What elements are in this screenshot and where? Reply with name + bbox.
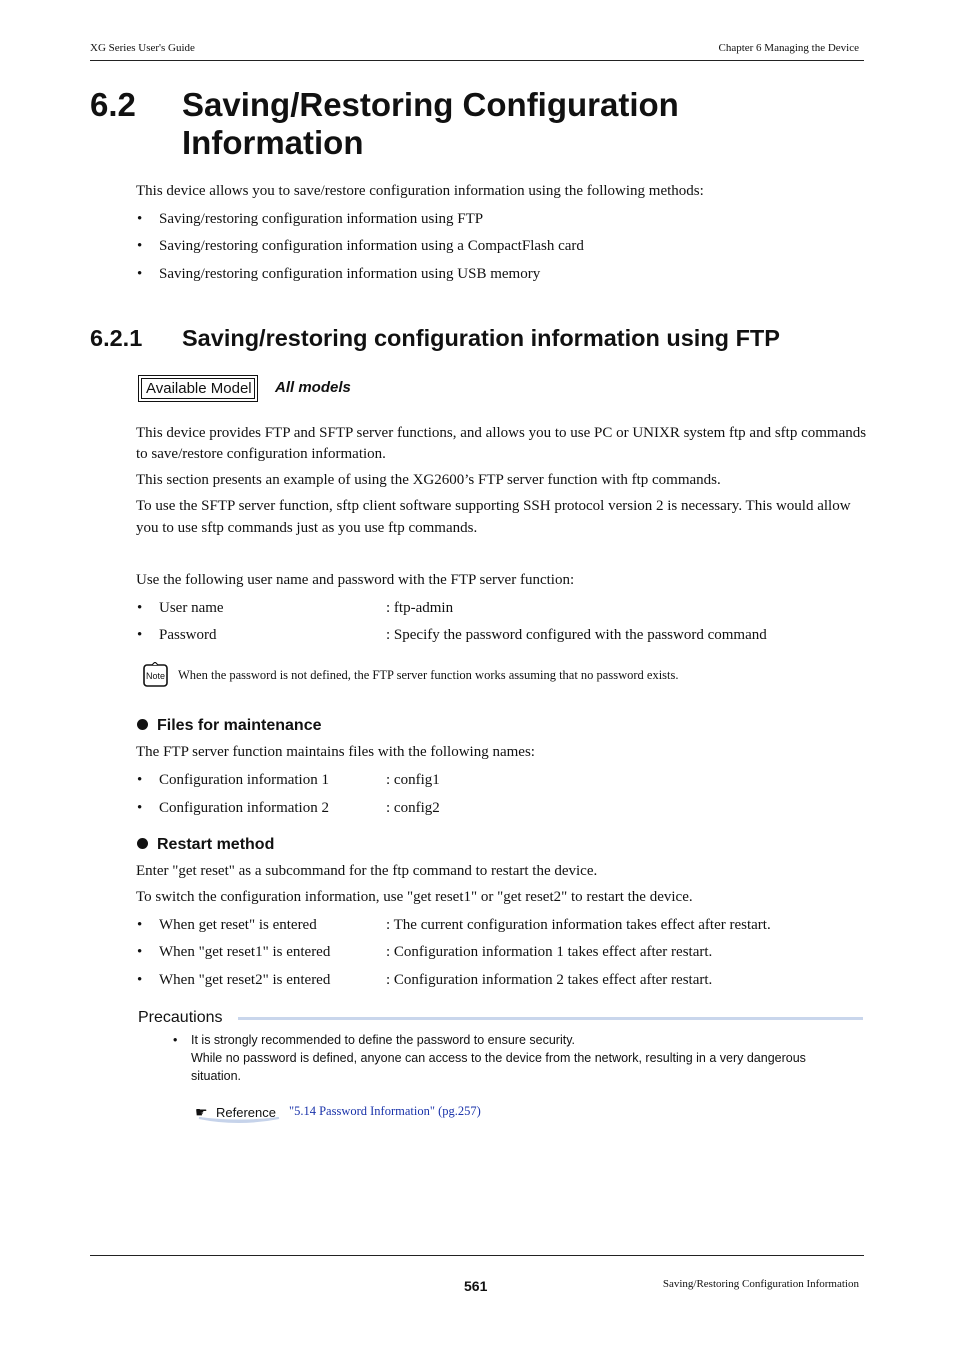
page-number: 561: [464, 1278, 488, 1294]
bullet-mark: •: [137, 238, 143, 254]
precautions-label: Precautions: [138, 1009, 223, 1026]
para4: Use the following user name and password with the FTP server function:: [136, 572, 575, 588]
para3-line1: To use the SFTP server function, sftp client software supporting SSH protocol version 2 is necessary. This would allow: [136, 498, 851, 514]
bullet-dot-icon: [137, 719, 148, 730]
section-title-line1: Saving/Restoring Configuration: [182, 86, 679, 123]
running-header-left: XG Series User's Guide: [90, 42, 195, 54]
restart-label: When "get reset1" is entered: [159, 944, 331, 960]
subsection-title: Saving/restoring configuration information using FTP: [182, 325, 780, 351]
file-value: : config2: [386, 800, 440, 816]
bullet-mark: •: [137, 972, 143, 988]
restart-p2: To switch the configuration information, use "get reset1" or "get reset2" to restart the device.: [136, 889, 693, 905]
credential-value: : Specify the password configured with the password command: [386, 627, 767, 643]
bullet-mark: •: [137, 772, 143, 788]
restart-p1: Enter "get reset" as a subcommand for the ftp command to restart the device.: [136, 863, 598, 879]
bullet-mark: •: [137, 600, 143, 616]
bullet-mark: •: [137, 944, 143, 960]
section-number: 6.2: [90, 86, 136, 123]
para3-line2: you to use sftp commands just as you use ftp commands.: [136, 520, 478, 536]
reference-link[interactable]: "5.14 Password Information" (pg.257): [289, 1104, 481, 1118]
pointing-hand-icon: ☛: [195, 1104, 208, 1120]
available-model-label: Available Model: [141, 378, 255, 399]
file-label: Configuration information 1: [159, 772, 329, 788]
section-title-line2: Information: [182, 124, 364, 161]
subsection-number: 6.2.1: [90, 325, 143, 351]
method-item: Saving/restoring configuration information using USB memory: [159, 266, 541, 282]
precaution-line1: It is strongly recommended to define the password to ensure security.: [191, 1033, 575, 1047]
method-item: Saving/restoring configuration information using FTP: [159, 211, 484, 227]
restart-label: When "get reset2" is entered: [159, 972, 331, 988]
bullet-mark: •: [137, 266, 143, 282]
reference-label: Reference: [216, 1105, 276, 1120]
note-text: When the password is not defined, the FTP server function works assuming that no password exists.: [178, 668, 679, 682]
bullet-mark: •: [137, 211, 143, 227]
bullet-dot-icon: [137, 838, 148, 849]
header-rule: [90, 60, 864, 61]
note-icon: [143, 662, 168, 687]
para1-line1: This device provides FTP and SFTP server functions, and allows you to use PC or UNIXR system ftp and sftp commands: [136, 425, 867, 441]
bullet-mark: •: [137, 627, 143, 643]
precaution-line2: While no password is defined, anyone can access to the device from the network, resulting in a very dangerous: [191, 1051, 806, 1065]
file-label: Configuration information 2: [159, 800, 329, 816]
credential-label: Password: [159, 627, 217, 643]
files-heading-text: Files for maintenance: [157, 717, 322, 734]
files-heading: [137, 717, 322, 735]
file-value: : config1: [386, 772, 440, 788]
credential-value: : ftp-admin: [386, 600, 454, 616]
reference-tag: [193, 1102, 283, 1124]
method-item: Saving/restoring configuration information using a CompactFlash card: [159, 238, 584, 254]
available-model-value: All models: [275, 379, 351, 396]
restart-value: : The current configuration information takes effect after restart.: [386, 917, 771, 933]
para1-line2: to save/restore configuration information.: [136, 446, 386, 462]
credential-label: User name: [159, 600, 224, 616]
restart-label: When get reset" is entered: [159, 917, 317, 933]
restart-heading-text: Restart method: [157, 836, 275, 853]
running-header-right: Chapter 6 Managing the Device: [718, 42, 859, 54]
files-intro: The FTP server function maintains files with the following names:: [136, 744, 535, 760]
precautions-bar: [238, 1017, 863, 1020]
restart-heading: [137, 836, 274, 854]
restart-value: : Configuration information 1 takes effect after restart.: [386, 944, 713, 960]
footer-rule: [90, 1255, 864, 1256]
section-intro: This device allows you to save/restore configuration information using the following methods:: [136, 183, 704, 199]
restart-value: : Configuration information 2 takes effect after restart.: [386, 972, 713, 988]
available-model-box: [138, 375, 258, 402]
note-icon-label: Note: [145, 671, 165, 681]
para2: This section presents an example of using the XG2600’s FTP server function with ftp commands.: [136, 472, 721, 488]
bullet-mark: •: [173, 1033, 178, 1047]
running-footer-right: Saving/Restoring Configuration Information: [662, 1278, 859, 1290]
precaution-line3: situation.: [191, 1069, 242, 1083]
bullet-mark: •: [137, 917, 143, 933]
bullet-mark: •: [137, 800, 143, 816]
